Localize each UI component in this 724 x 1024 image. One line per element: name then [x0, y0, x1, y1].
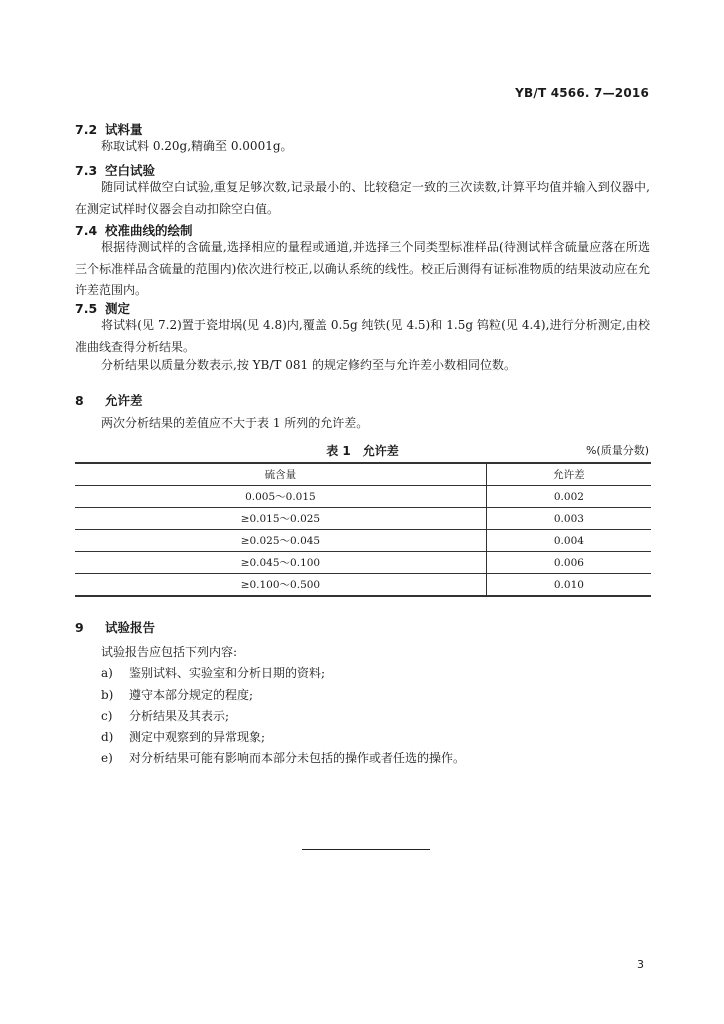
list-item [101, 686, 253, 703]
list-marker: b) [101, 688, 114, 702]
allowance-cell: 0.004 [486, 530, 651, 552]
sulfur-range-cell: 0.005～0.015 [75, 486, 486, 508]
sulfur-range-cell: ≥0.045～0.100 [75, 552, 486, 574]
allowance-table [75, 462, 651, 597]
section-title: 测定 [105, 301, 131, 316]
list-item [101, 707, 229, 724]
list-item [101, 728, 265, 745]
page-number: 3 [637, 958, 644, 971]
allowance-cell: 0.002 [486, 486, 651, 508]
table-caption: 表 1 允许差 [326, 444, 399, 458]
table-row [75, 552, 651, 574]
paragraph-7-2: 称取试料 0.20g,精确至 0.0001g。 [101, 139, 293, 153]
section-title: 校准曲线的绘制 [105, 223, 193, 238]
table-row [75, 486, 651, 508]
end-rule [302, 849, 430, 850]
allowance-cell: 0.006 [486, 552, 651, 574]
table-header-row [75, 463, 651, 486]
allowance-cell: 0.010 [486, 574, 651, 597]
paragraph-8: 两次分析结果的差值应不大于表 1 所列的允许差。 [101, 416, 369, 430]
list-text: 测定中观察到的异常现象; [129, 730, 266, 744]
header-allowance: 允许差 [486, 463, 651, 486]
paragraph-7-3: 随同试样做空白试验,重复足够次数,记录最小的、比较稳定一致的三次读数,计算平均值并输入到仪器中,在测定试样时仪器会自动扣除空白值。 [75, 180, 650, 216]
list-marker: e) [101, 751, 113, 765]
table-unit: %(质量分数) [585, 444, 649, 457]
list-marker: c) [101, 709, 113, 723]
paragraph-7-5-2: 分析结果以质量分数表示,按 YB/T 081 的规定修约至与允许差小数相同位数。 [101, 358, 516, 372]
list-text: 对分析结果可能有影响而本部分未包括的操作或者任选的操作。 [129, 751, 466, 765]
section-title: 试料量 [105, 122, 143, 137]
list-item [101, 749, 465, 766]
section-number: 9 [75, 620, 84, 635]
list-marker: d) [101, 730, 114, 744]
section-number: 7.4 [75, 223, 98, 238]
section-title: 试验报告 [105, 620, 156, 635]
section-number: 8 [75, 393, 84, 408]
list-text: 遵守本部分规定的程度; [129, 688, 254, 702]
section-number: 7.3 [75, 163, 98, 178]
table-row [75, 530, 651, 552]
paragraph-7-4: 根据待测试样的含硫量,选择相应的量程或通道,并选择三个同类型标准样品(待测试样含硫量应落在所选三个标准样品含硫量的范围内)依次进行校正,以确认系统的线性。校正后测得有证标准物质的结果波动应在允许差范围内。 [75, 240, 650, 298]
sulfur-range-cell: ≥0.100～0.500 [75, 574, 486, 597]
table-row [75, 574, 651, 597]
sulfur-range-cell: ≥0.025～0.045 [75, 530, 486, 552]
standard-number: YB/T 4566. 7—2016 [515, 86, 649, 100]
paragraph-7-5-1: 将试料(见 7.2)置于瓷坩埚(见 4.8)内,覆盖 0.5g 纯铁(见 4.5)和 1.5g 钨粒(见 4.4),进行分析测定,由校准曲线查得分析结果。 [75, 318, 650, 354]
list-item [101, 664, 325, 681]
list-marker: a) [101, 666, 113, 680]
report-intro: 试验报告应包括下列内容: [101, 645, 238, 659]
section-number: 7.2 [75, 122, 98, 137]
section-heading-8 [75, 391, 143, 409]
sulfur-range-cell: ≥0.015～0.025 [75, 508, 486, 530]
table-row [75, 508, 651, 530]
list-text: 鉴别试料、实验室和分析日期的资料; [129, 666, 326, 680]
header-sulfur-content: 硫含量 [75, 463, 486, 486]
list-text: 分析结果及其表示; [129, 709, 230, 723]
section-number: 7.5 [75, 301, 98, 316]
section-title: 允许差 [105, 393, 143, 408]
section-title: 空白试验 [105, 163, 156, 178]
section-heading-9 [75, 618, 155, 636]
allowance-cell: 0.003 [486, 508, 651, 530]
